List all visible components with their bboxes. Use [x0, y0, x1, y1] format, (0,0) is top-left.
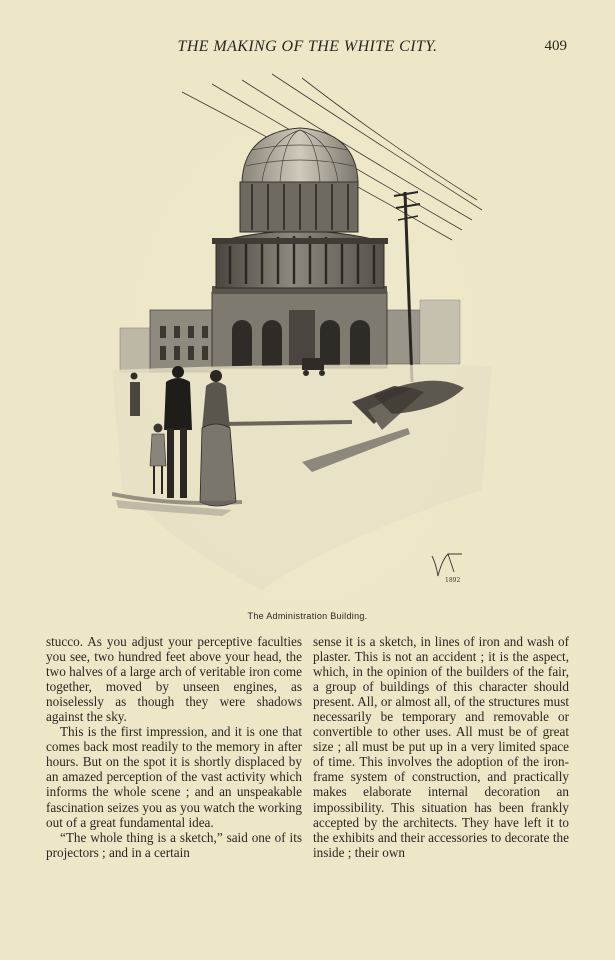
- paragraph: stucco. As you adjust your perceptive faculties you see, two hundred feet above your head, the two halves of a large arch of veritable iron come together, moved by unseen engines, as noiselessly as though they were shadows against the sky.: [46, 634, 302, 725]
- figure-caption: The Administration Building.: [247, 611, 368, 621]
- svg-text:1892: 1892: [445, 577, 461, 584]
- page-number: 409: [544, 38, 567, 54]
- running-head: [0, 36, 615, 60]
- paragraph: sense it is a sketch, in lines of iron and wash of plaster. This is not an accident ; it is the aspect, which, in the opinion of the builders of the fair, a group of buildings of this character should present. All, or almost all, of the structures must necessarily be temporary and removable or convertible to other uses. All must be of great size ; all must be put up in a very limited space of time. This involves the adoption of the iron-frame system of construction, and practically makes elaborate internal decoration an impossibility. This situation has been frankly accepted by the architects. They have left it to the exhibits and their accessories to decorate the inside ; their own: [313, 634, 569, 860]
- administration-building-illustration: [112, 70, 492, 600]
- paragraph: This is the first impression, and it is one that comes back most readily to the memory in after hours. But on the spot it is shortly displaced by an amazed perception of the vast activity which informs the whole scene ; and an unspeakable fascination seizes you as you watch the working out of a great fundamental idea.: [46, 724, 302, 830]
- paragraph: “The whole thing is a sketch,” said one of its projectors ; and in a certain: [46, 829, 302, 860]
- running-title: THE MAKING OF THE WHITE CITY.: [177, 38, 438, 55]
- text-column-left: [46, 634, 302, 860]
- text-column-right: [313, 634, 569, 860]
